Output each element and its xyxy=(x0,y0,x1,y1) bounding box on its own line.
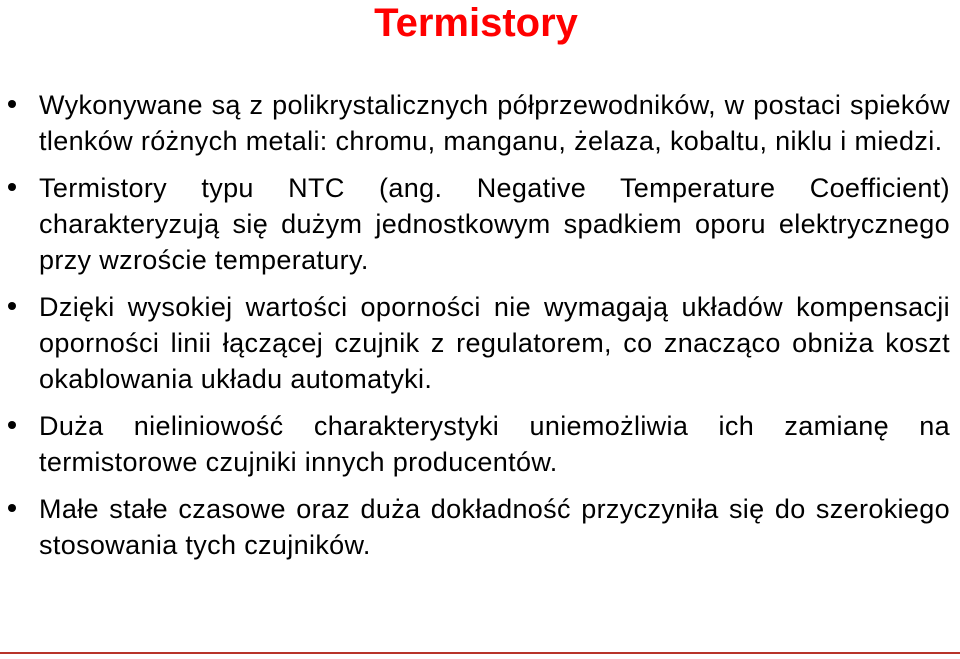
list-item xyxy=(0,87,960,159)
bullet-text: Duża nieliniowość charakterystyki uniemożliwia ich zamianę na termistorowe czujniki innych producentów. xyxy=(39,411,950,477)
bullet-dot-icon xyxy=(8,100,16,108)
footer-divider xyxy=(0,652,960,654)
list-item xyxy=(0,491,960,563)
bullet-dot-icon xyxy=(8,504,16,512)
list-item xyxy=(0,408,960,480)
bullet-text: Małe stałe czasowe oraz duża dokładność przyczyniła się do szerokiego stosowania tych czujników. xyxy=(39,494,950,560)
list-item xyxy=(0,170,960,278)
bullet-dot-icon xyxy=(8,183,16,191)
bullet-list xyxy=(0,87,960,574)
list-item xyxy=(0,289,960,397)
bullet-dot-icon xyxy=(8,421,16,429)
slide-title: Termistory xyxy=(374,1,578,45)
bullet-dot-icon xyxy=(8,302,16,310)
bullet-text: Termistory typu NTC (ang. Negative Temperature Coefficient) charakteryzują się dużym jednostkowym spadkiem oporu elektrycznego przy wzroście temperatury. xyxy=(39,173,950,275)
bullet-text: Dzięki wysokiej wartości oporności nie wymagają układów kompensacji oporności linii łączącej czujnik z regulatorem, co znacząco obniża koszt okablowania układu automatyki. xyxy=(39,292,950,394)
bullet-text: Wykonywane są z polikrystalicznych półprzewodników, w postaci spieków tlenków różnych metali: chromu, manganu, żelaza, kobaltu, niklu i miedzi. xyxy=(39,90,950,156)
